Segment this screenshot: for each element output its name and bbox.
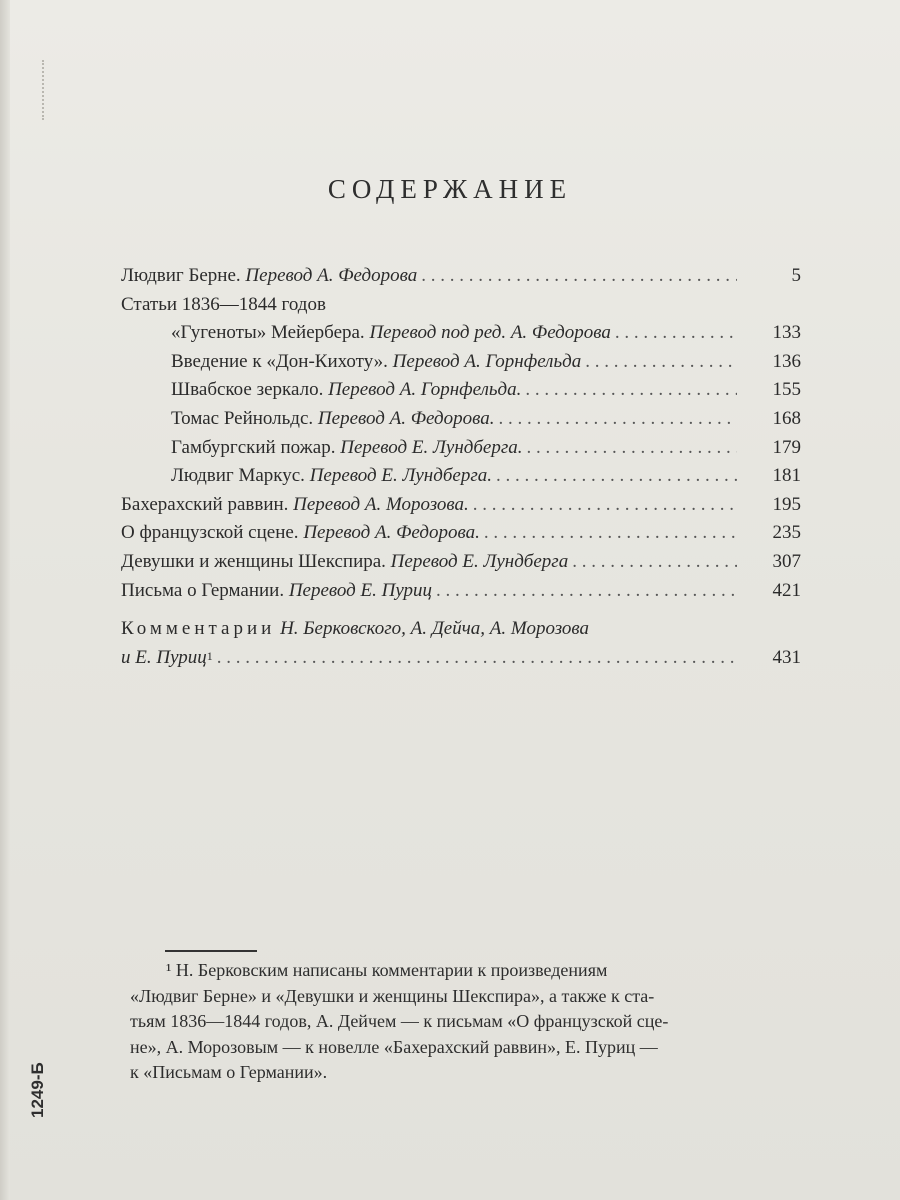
entry-title: «Гугеноты» Мейербера.: [171, 322, 365, 344]
dot-leader: [527, 437, 737, 459]
entry-page: 136: [772, 350, 801, 372]
entry-title: Бахерахский раввин.: [121, 493, 289, 515]
commentary-authors-end: и Е. Пуриц: [121, 646, 207, 668]
entry-page: 181: [772, 465, 801, 487]
entry-translator: Перевод Е. Лундберга.: [340, 436, 523, 458]
dot-leader: [473, 494, 737, 516]
toc-entry: [121, 494, 801, 523]
table-of-contents: [121, 265, 801, 675]
entry-page: 431: [772, 646, 801, 668]
entry-title: Письма о Германии.: [121, 579, 285, 601]
dot-leader: [421, 265, 737, 287]
entry-page: 168: [772, 407, 801, 429]
entry-page: 421: [772, 579, 801, 601]
entry-translator: Перевод Е. Пуриц: [288, 579, 433, 601]
entry-title: Швабское зеркало.: [171, 379, 324, 401]
footnote: [130, 958, 800, 1086]
toc-entry: [121, 265, 801, 294]
entry-page: 179: [772, 436, 801, 458]
toc-entry: [121, 379, 801, 408]
footnote-line: «Людвиг Берне» и «Девушки и женщины Шекспира», а также к ста-: [130, 985, 655, 1006]
footnote-line: не», А. Морозовым — к новелле «Бахерахский раввин», Е. Пуриц —: [130, 1036, 658, 1057]
footnote-line: ¹ Н. Берковским написаны комментарии к произведениям: [166, 960, 608, 980]
entry-translator: Перевод А. Федорова.: [317, 407, 495, 429]
toc-entry: [121, 408, 801, 437]
entry-title: О французской сцене.: [121, 522, 299, 544]
commentary-authors: Н. Берковского, А. Дейча, А. Морозова: [280, 618, 589, 640]
entry-title: Введение к «Дон-Кихоту».: [171, 350, 388, 372]
entry-translator: Перевод под ред. А. Федорова: [369, 322, 611, 344]
entry-translator: Перевод А. Горнфельда.: [328, 379, 522, 401]
entry-page: 235: [772, 522, 801, 544]
entry-title: Гамбургский пожар.: [171, 436, 336, 458]
entry-page: 5: [791, 265, 801, 286]
commentary-line-1: [121, 618, 801, 647]
footnote-mark: 1: [206, 648, 213, 663]
dot-leader: [615, 322, 737, 344]
footnote-separator: [165, 950, 257, 952]
toc-entry: [121, 465, 801, 494]
dot-leader: [436, 580, 737, 602]
footnote-line: тьям 1836—1844 годов, А. Дейчем — к письмам «О французской сце-: [130, 1011, 669, 1031]
entry-translator: Перевод А. Федорова: [245, 265, 418, 286]
commentary-entry: [121, 618, 801, 675]
entry-title: Девушки и женщины Шекспира.: [121, 550, 386, 572]
toc-entry: [121, 580, 801, 609]
entry-translator: Перевод Е. Лундберга: [390, 550, 569, 572]
page-title: СОДЕРЖАНИЕ: [327, 174, 573, 204]
dot-leader: [484, 522, 737, 544]
entry-page: 195: [772, 493, 801, 515]
entry-page: 155: [772, 379, 801, 401]
toc-entry: [121, 522, 801, 551]
toc-entry: [121, 351, 801, 380]
commentary-label: Комментарии: [121, 618, 276, 640]
dot-leader: [217, 647, 737, 669]
dot-leader: [572, 551, 737, 573]
printer-signature: 1249-Б: [28, 1062, 47, 1118]
toc-entry: [121, 322, 801, 351]
footnote-line: к «Письмам о Германии».: [130, 1062, 328, 1082]
entry-page: 307: [772, 550, 801, 572]
dot-leader: [498, 408, 737, 430]
commentary-line-2: [121, 647, 801, 676]
entry-title: Томас Рейнольдс.: [171, 407, 314, 429]
entry-translator: Перевод А. Горнфельда: [392, 350, 582, 372]
entry-page: 133: [772, 322, 801, 344]
entry-title: Людвиг Маркус.: [171, 465, 305, 487]
dot-leader: [496, 465, 737, 487]
entry-translator: Перевод Е. Лундберга.: [309, 465, 492, 487]
toc-entry: [121, 437, 801, 466]
dot-leader: [525, 379, 737, 401]
entry-translator: Перевод А. Федорова.: [303, 522, 480, 544]
dot-leader: [585, 351, 737, 373]
entry-translator: Перевод А. Морозова.: [293, 493, 469, 515]
entry-title: Людвиг Берне.: [121, 265, 241, 286]
binding-marks: [42, 60, 48, 120]
toc-entry: [121, 551, 801, 580]
section-heading: Статьи 1836—1844 годов: [121, 293, 326, 315]
